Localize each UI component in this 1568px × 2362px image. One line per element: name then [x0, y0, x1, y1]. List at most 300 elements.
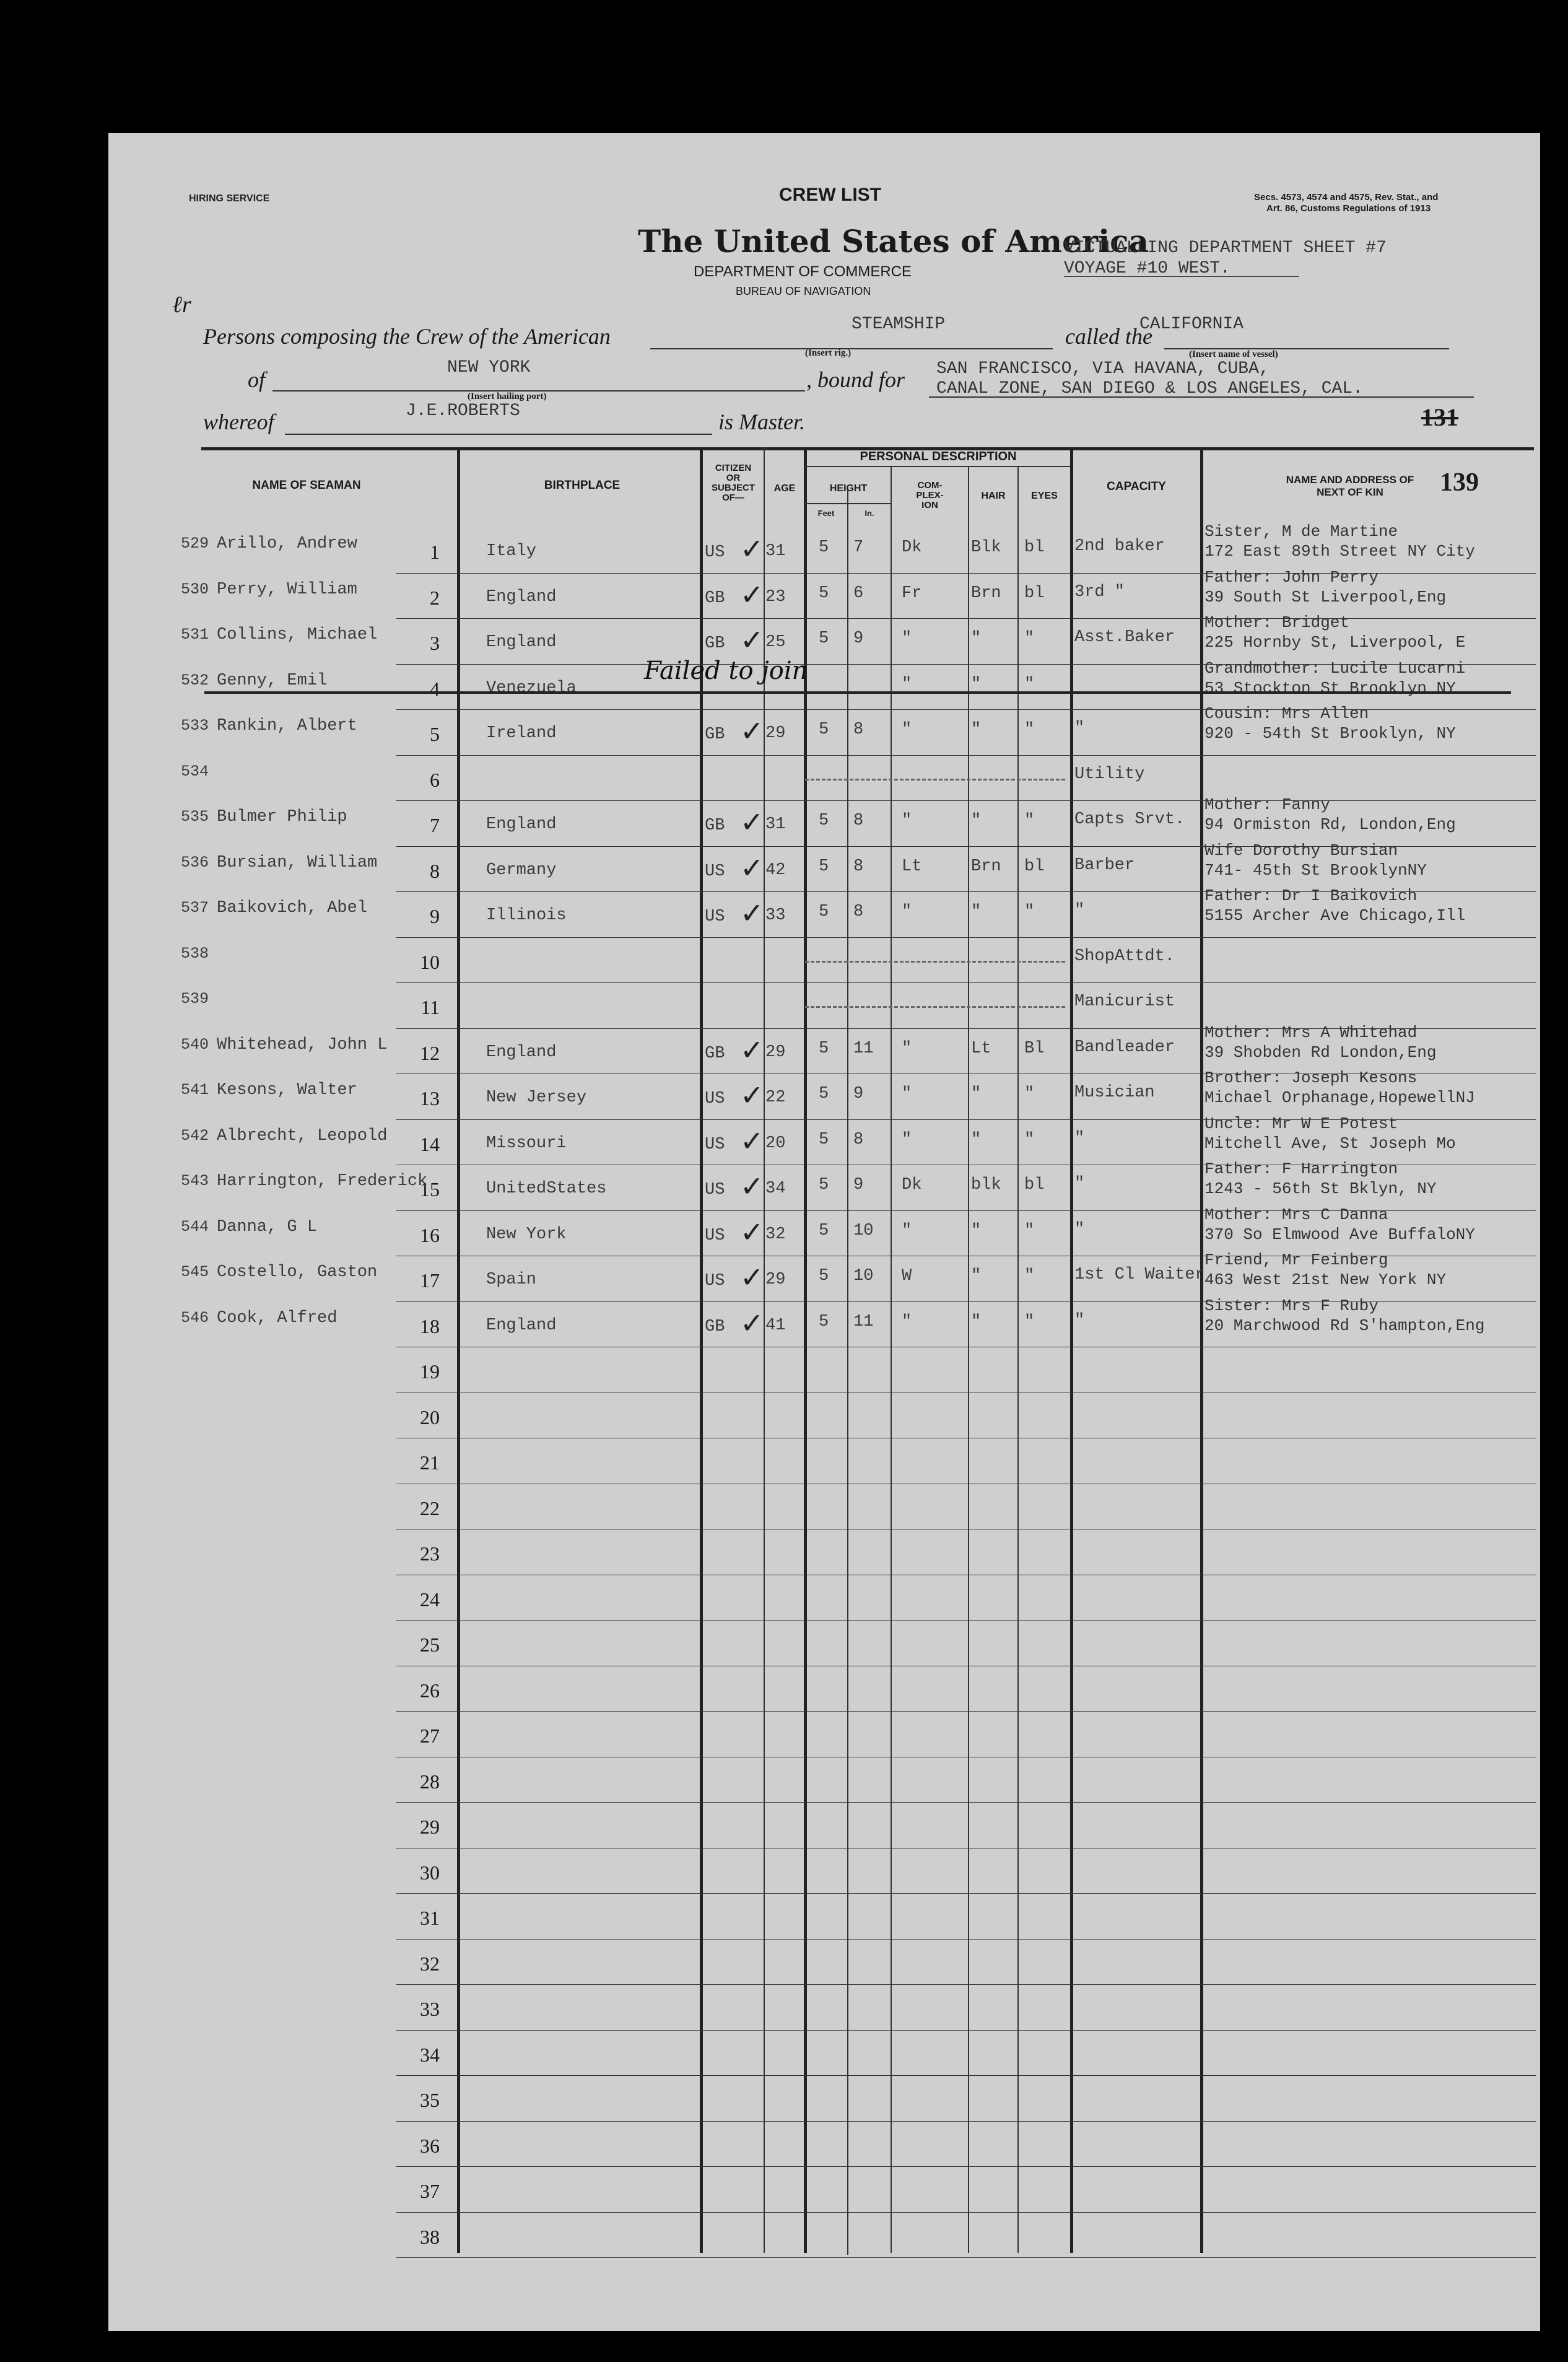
next-of-kin-address: 463 West 21st New York NY: [1204, 1271, 1447, 1289]
complexion: ": [902, 1130, 912, 1149]
kin-row-rule: [1201, 2030, 1536, 2031]
hair-color: ": [971, 1130, 982, 1149]
next-of-kin-name: Cousin: Mrs Allen: [1204, 704, 1369, 723]
seaman-name: Cook, Alfred: [217, 1308, 338, 1328]
dashed-placeholder-line: [805, 779, 1065, 781]
next-of-kin-name: Grandmother: Lucile Lucarni: [1204, 658, 1466, 678]
height-feet: 5: [819, 1267, 829, 1285]
row-number: 10: [420, 950, 440, 973]
row-rule: [396, 846, 1201, 847]
row-rule: [396, 1939, 1201, 1940]
statute-reference-line1: Secs. 4573, 4574 and 4575, Rev. Stat., and: [1254, 192, 1439, 203]
checkmark-icon: ✓: [740, 1078, 764, 1112]
checkmark-icon: ✓: [740, 577, 764, 611]
statute-reference-line2: Art. 86, Customs Regulations of 1913: [1266, 203, 1431, 214]
col-personal-description: PERSONAL DESCRIPTION: [860, 450, 1017, 463]
height-feet: 5: [819, 903, 829, 921]
next-of-kin-name: Mother: Mrs C Danna: [1204, 1205, 1388, 1224]
complexion: ": [902, 1085, 912, 1103]
eye-color: Bl: [1024, 1039, 1045, 1058]
birthplace: England: [486, 587, 557, 606]
eye-color: ": [1024, 1130, 1035, 1149]
capacity: Manicurist: [1074, 992, 1175, 1011]
checkmark-icon: ✓: [740, 714, 764, 748]
age: 31: [765, 815, 786, 834]
complexion: ": [902, 811, 912, 830]
age: 32: [765, 1225, 786, 1244]
row-number: 6: [430, 768, 440, 791]
reference-number: 539: [181, 990, 209, 1008]
seaman-name: Baikovich, Abel: [217, 899, 368, 917]
eye-color: ": [1024, 903, 1035, 921]
next-of-kin-address: 370 So Elmwood Ave BuffaloNY: [1204, 1225, 1475, 1244]
hair-color: Blk: [971, 538, 1001, 557]
row-number: 20: [420, 1406, 440, 1428]
eye-color: bl: [1024, 857, 1045, 876]
reference-number: 529: [181, 535, 209, 553]
eye-color: bl: [1024, 584, 1045, 603]
hair-color: Brn: [971, 857, 1001, 876]
col-age: AGE: [773, 483, 796, 494]
next-of-kin-address: Michael Orphanage,HopewellNJ: [1204, 1088, 1475, 1107]
seaman-name: Genny, Emil: [217, 671, 328, 690]
capacity: ": [1074, 1174, 1085, 1193]
seaman-name: Danna, G L: [217, 1217, 318, 1236]
row-number: 2: [430, 586, 440, 609]
citizenship: GB: [705, 588, 725, 608]
checkmark-icon: ✓: [740, 623, 764, 657]
row-number: 25: [420, 1634, 440, 1656]
citizenship: US: [705, 1272, 725, 1290]
age: 33: [765, 906, 786, 925]
birthplace: Illinois: [486, 906, 567, 925]
next-of-kin-name: Uncle: Mr W E Potest: [1204, 1114, 1398, 1133]
row-number: 12: [420, 1041, 440, 1064]
eye-color: ": [1024, 1267, 1035, 1285]
checkmark-icon: ✓: [740, 1215, 764, 1249]
rig-hint: (Insert rig.): [805, 348, 852, 358]
next-of-kin-name: Mother: Fanny: [1204, 795, 1330, 814]
capacity: Asst.Baker: [1074, 628, 1175, 647]
master-name: J.E.ROBERTS: [406, 401, 520, 421]
height-feet: 5: [819, 538, 829, 557]
signature-mark: ℓr: [172, 292, 191, 318]
col-name-of-seaman: NAME OF SEAMAN: [252, 479, 361, 492]
kin-row-rule: [1201, 1711, 1536, 1712]
col-next-of-kin: NAME AND ADDRESS OF NEXT OF KIN: [1286, 474, 1414, 498]
reference-number: 534: [181, 762, 209, 781]
age: 41: [765, 1316, 786, 1335]
kin-row-rule: [1201, 755, 1536, 756]
row-rule: [396, 2212, 1201, 2213]
dashed-placeholder-line: [805, 961, 1065, 963]
col-complexion: COM- PLEX- ION: [916, 480, 944, 510]
citizenship: GB: [705, 725, 725, 744]
height-feet: 5: [819, 720, 829, 739]
row-rule: [396, 709, 1201, 710]
col-birthplace: BIRTHPLACE: [544, 479, 621, 492]
height-inches: 7: [853, 538, 864, 557]
complexion: ": [902, 903, 912, 921]
row-number: 28: [420, 1770, 440, 1793]
reference-number: 532: [181, 671, 209, 689]
row-number: 24: [420, 1588, 440, 1611]
row-number: 3: [430, 632, 440, 654]
row-number: 30: [420, 1861, 440, 1884]
row-rule: [396, 1802, 1201, 1803]
next-of-kin-address: 741- 45th St BrooklynNY: [1204, 860, 1427, 880]
capacity: Capts Srvt.: [1074, 810, 1185, 829]
citizenship: US: [705, 1226, 725, 1245]
complexion: W: [902, 1267, 912, 1285]
capacity: ": [1074, 1129, 1085, 1148]
capacity: 1st Cl Waiter: [1074, 1266, 1205, 1284]
row-rule: [396, 618, 1201, 619]
hair-color: Lt: [971, 1039, 991, 1058]
citizenship: US: [705, 908, 725, 926]
row-number: 35: [420, 2089, 440, 2111]
col-inches: In.: [865, 509, 874, 518]
row-rule: [396, 2166, 1201, 2167]
row-rule: [396, 1301, 1201, 1302]
next-of-kin-address: 1243 - 56th St Bklyn, NY: [1204, 1179, 1437, 1198]
citizenship: US: [705, 1181, 725, 1199]
hair-color: Brn: [971, 584, 1001, 603]
row-rule: [396, 755, 1201, 756]
row-rule: [396, 1711, 1201, 1712]
is-master-label: is Master.: [718, 409, 806, 434]
checkmark-icon: ✓: [740, 1306, 764, 1340]
row-number: 37: [420, 2180, 440, 2202]
height-inches: 8: [853, 720, 864, 739]
next-of-kin-name: Father: Dr I Baikovich: [1204, 886, 1418, 905]
row-number: 7: [430, 814, 440, 836]
row-number: 16: [420, 1223, 440, 1246]
reference-number: 540: [181, 1035, 209, 1054]
checkmark-icon: ✓: [740, 896, 764, 930]
height-inches: 11: [853, 1312, 874, 1331]
complexion: Lt: [902, 857, 922, 876]
page-number: 139: [1440, 468, 1479, 497]
row-number: 15: [420, 1178, 440, 1201]
next-of-kin-name: Father: F Harrington: [1204, 1160, 1398, 1178]
reference-number: 530: [181, 580, 209, 598]
age: 34: [765, 1179, 786, 1198]
height-inches: 8: [853, 903, 864, 921]
checkmark-icon: ✓: [740, 1261, 764, 1294]
next-of-kin-address: 920 - 54th St Brooklyn, NY: [1204, 724, 1456, 743]
birthplace: Germany: [486, 860, 557, 880]
row-number: 32: [420, 1952, 440, 1975]
port-hint: (Insert hailing port): [468, 391, 547, 401]
checkmark-icon: ✓: [740, 851, 764, 885]
col-capacity: CAPACITY: [1107, 480, 1166, 493]
next-of-kin-address: 20 Marchwood Rd S'hampton,Eng: [1204, 1316, 1485, 1335]
kin-row-rule: [1201, 1939, 1536, 1940]
reference-number: 536: [181, 853, 209, 872]
age: 29: [765, 1271, 786, 1289]
eye-color: ": [1024, 1312, 1035, 1331]
height-inches: 10: [853, 1221, 874, 1240]
next-of-kin-address: Mitchell Ave, St Joseph Mo: [1204, 1134, 1456, 1153]
height-inches: 9: [853, 629, 864, 648]
kin-row-rule: [1201, 2166, 1536, 2167]
kin-row-rule: [1201, 2257, 1536, 2258]
of-label: of: [248, 367, 266, 392]
row-rule: [396, 2121, 1201, 2122]
hair-color: ": [971, 720, 982, 739]
next-of-kin-address: 225 Hornby St, Liverpool, E: [1204, 633, 1466, 652]
row-rule: [396, 1893, 1201, 1894]
height-feet: 5: [819, 1085, 829, 1103]
height-feet: 5: [819, 1312, 829, 1331]
home-port: NEW YORK: [447, 358, 531, 377]
capacity: ": [1074, 719, 1085, 738]
hair-color: ": [971, 629, 982, 648]
age: 22: [765, 1088, 786, 1107]
eye-color: bl: [1024, 1176, 1045, 1194]
birthplace: Spain: [486, 1271, 537, 1289]
seaman-name: Arillo, Andrew: [217, 535, 357, 553]
eye-color: ": [1024, 1085, 1035, 1103]
next-of-kin-name: Friend, Mr Feinberg: [1204, 1251, 1388, 1269]
height-inches: 6: [853, 584, 864, 603]
row-rule: [396, 1620, 1201, 1621]
birthplace: England: [486, 1043, 557, 1062]
complexion: ": [902, 720, 912, 739]
next-of-kin-address: 5155 Archer Ave Chicago,Ill: [1204, 906, 1466, 925]
country-title: The United States of America: [638, 223, 1149, 260]
age: 42: [765, 860, 786, 880]
hair-color: ": [971, 1267, 982, 1285]
row-number: 13: [420, 1087, 440, 1109]
birthplace: Missouri: [486, 1134, 567, 1153]
seaman-name: Collins, Michael: [217, 626, 378, 644]
col-eyes: EYES: [1031, 491, 1058, 501]
height-inches: 8: [853, 1130, 864, 1149]
bound-label: , bound for: [806, 367, 905, 392]
eye-color: bl: [1024, 538, 1045, 557]
birthplace: New Jersey: [486, 1088, 587, 1107]
checkmark-icon: ✓: [740, 1033, 764, 1067]
row-rule: [396, 1210, 1201, 1211]
capacity: Musician: [1074, 1083, 1155, 1102]
destination-line2: CANAL ZONE, SAN DIEGO & LOS ANGELES, CAL.: [936, 379, 1363, 398]
capacity: 3rd ": [1074, 582, 1125, 601]
row-number: 26: [420, 1679, 440, 1702]
reference-number: 544: [181, 1217, 209, 1236]
row-rule: [396, 891, 1201, 892]
hair-color: ": [971, 903, 982, 921]
capacity: Utility: [1074, 764, 1145, 784]
reference-number: 543: [181, 1172, 209, 1190]
row-number: 31: [420, 1907, 440, 1929]
birthplace: Venezuela: [486, 678, 577, 698]
col-height: HEIGHT: [829, 483, 868, 494]
hair-color: ": [971, 811, 982, 830]
reference-number: 537: [181, 899, 209, 917]
kin-row-rule: [1201, 1620, 1536, 1621]
bureau-name: BUREAU OF NAVIGATION: [736, 285, 871, 297]
capacity: ": [1074, 901, 1085, 920]
col-citizen: CITIZEN OR SUBJECT OF—: [711, 463, 755, 503]
kin-row-rule: [1201, 2212, 1536, 2213]
height-inches: 11: [853, 1039, 874, 1058]
failed-to-join-note: Failed to join: [644, 657, 808, 685]
complexion: ": [902, 629, 912, 648]
row-number: 34: [420, 2043, 440, 2066]
row-rule: [396, 2075, 1201, 2076]
row-rule: [396, 937, 1201, 938]
next-of-kin-name: Father: John Perry: [1204, 567, 1379, 587]
kin-row-rule: [1201, 2121, 1536, 2122]
citizenship: GB: [705, 1044, 725, 1063]
hiring-service-stamp: HIRING SERVICE: [189, 193, 270, 204]
seaman-name: Costello, Gaston: [217, 1263, 378, 1282]
next-of-kin-name: Mother: Mrs A Whitehad: [1204, 1023, 1418, 1042]
seaman-name: Perry, William: [217, 580, 357, 599]
row-rule: [396, 573, 1201, 574]
seaman-name: Harrington, Frederick: [217, 1172, 428, 1191]
hair-color: ": [971, 1221, 982, 1240]
reference-number: 535: [181, 808, 209, 826]
row-number: 5: [430, 723, 440, 745]
seaman-name: Kesons, Walter: [217, 1081, 357, 1100]
next-of-kin-address: 172 East 89th Street NY City: [1204, 542, 1475, 561]
complexion: ": [902, 1312, 912, 1331]
complexion: Dk: [902, 538, 922, 557]
reference-number: 546: [181, 1308, 209, 1327]
next-of-kin-name: Wife Dorothy Bursian: [1204, 841, 1398, 860]
age: 20: [765, 1134, 786, 1153]
height-inches: 9: [853, 1085, 864, 1103]
eye-color: ": [1024, 629, 1035, 648]
row-number: 1: [430, 541, 440, 563]
next-of-kin-name: Mother: Bridget: [1204, 613, 1350, 632]
height-feet: 5: [819, 811, 829, 830]
row-number: 18: [420, 1314, 440, 1337]
birthplace: England: [486, 815, 557, 834]
row-number: 8: [430, 859, 440, 882]
kin-row-rule: [1201, 982, 1536, 983]
kin-row-rule: [1201, 1802, 1536, 1803]
voyage-number: VOYAGE #10 WEST.: [1064, 259, 1230, 278]
row-number: 9: [430, 905, 440, 927]
row-number: 23: [420, 1542, 440, 1565]
birthplace: England: [486, 1316, 557, 1335]
birthplace: England: [486, 633, 557, 652]
struck-number: 131: [1421, 403, 1458, 431]
height-feet: 5: [819, 1039, 829, 1058]
row-number: 21: [420, 1451, 440, 1474]
row-number: 14: [420, 1132, 440, 1155]
row-number: 33: [420, 1998, 440, 2020]
hair-color: ": [971, 1085, 982, 1103]
row-number: 11: [420, 996, 440, 1018]
vessel-hint: (Insert name of vessel): [1189, 349, 1278, 359]
called-label: called the: [1065, 324, 1152, 349]
seaman-name: Rankin, Albert: [217, 717, 357, 735]
citizenship: US: [705, 1135, 725, 1154]
citizenship: US: [705, 543, 725, 562]
department-name: DEPARTMENT OF COMMERCE: [694, 263, 912, 280]
height-inches: 10: [853, 1267, 874, 1285]
row-number: 4: [430, 677, 440, 700]
height-feet: 5: [819, 584, 829, 603]
reference-number: 541: [181, 1081, 209, 1099]
height-feet: 5: [819, 629, 829, 648]
destination-line1: SAN FRANCISCO, VIA HAVANA, CUBA,: [936, 359, 1270, 378]
height-inches: 8: [853, 857, 864, 876]
height-feet: 5: [819, 1176, 829, 1194]
hair-color: ": [971, 1312, 982, 1331]
citizenship: GB: [705, 634, 725, 653]
reference-number: 531: [181, 626, 209, 644]
department-sheet: VICTUALLING DEPARTMENT SHEET #7: [1064, 238, 1387, 258]
kin-row-rule: [1201, 1984, 1536, 1985]
row-rule: [396, 800, 1201, 801]
seaman-name: Albrecht, Leopold: [217, 1126, 388, 1145]
reference-number: 542: [181, 1126, 209, 1145]
seaman-name: Whitehead, John L: [217, 1035, 388, 1054]
citizenship: GB: [705, 816, 725, 835]
row-number: 27: [420, 1725, 440, 1747]
rig-value: STEAMSHIP: [852, 315, 946, 334]
birthplace: UnitedStates: [486, 1179, 607, 1198]
row-rule: [396, 1028, 1201, 1029]
whereof-label: whereof: [203, 409, 274, 434]
complexion: ": [902, 1221, 912, 1240]
checkmark-icon: ✓: [740, 532, 764, 566]
next-of-kin-address: 39 South St Liverpool,Eng: [1204, 587, 1447, 606]
height-inches: 8: [853, 811, 864, 830]
citizenship: US: [705, 862, 725, 881]
eye-color: ": [1024, 675, 1035, 694]
age: 23: [765, 587, 786, 606]
persons-label: Persons composing the Crew of the American: [203, 324, 611, 349]
citizenship: US: [705, 1090, 725, 1108]
capacity: Bandleader: [1074, 1038, 1175, 1057]
height-feet: 5: [819, 1221, 829, 1240]
row-rule: [396, 1984, 1201, 1985]
next-of-kin-address: 94 Ormiston Rd, London,Eng: [1204, 815, 1456, 834]
next-of-kin-name: Sister: Mrs F Ruby: [1204, 1296, 1379, 1315]
complexion: ": [902, 675, 912, 694]
row-number: 38: [420, 2225, 440, 2248]
form-title: CREW LIST: [779, 185, 881, 205]
kin-row-rule: [1201, 1893, 1536, 1894]
capacity: 2nd baker: [1074, 537, 1165, 556]
next-of-kin-address: 53 Stockton St Brooklyn NY: [1204, 678, 1456, 698]
eye-color: ": [1024, 720, 1035, 739]
capacity: ": [1074, 1220, 1085, 1239]
next-of-kin-address: 39 Shobden Rd London,Eng: [1204, 1043, 1437, 1062]
next-of-kin-name: Sister, M de Martine: [1204, 522, 1398, 541]
kin-row-rule: [1201, 2075, 1536, 2076]
eye-color: ": [1024, 811, 1035, 830]
height-inches: 9: [853, 1176, 864, 1194]
age: 29: [765, 724, 786, 743]
capacity: Barber: [1074, 855, 1135, 875]
checkmark-icon: ✓: [740, 805, 764, 839]
dashed-placeholder-line: [805, 1006, 1065, 1008]
checkmark-icon: ✓: [740, 1170, 764, 1203]
capacity: ShopAttdt.: [1074, 947, 1175, 966]
reference-number: 533: [181, 717, 209, 735]
complexion: Dk: [902, 1176, 922, 1194]
complexion: Fr: [902, 584, 922, 603]
row-number: 19: [420, 1360, 440, 1383]
